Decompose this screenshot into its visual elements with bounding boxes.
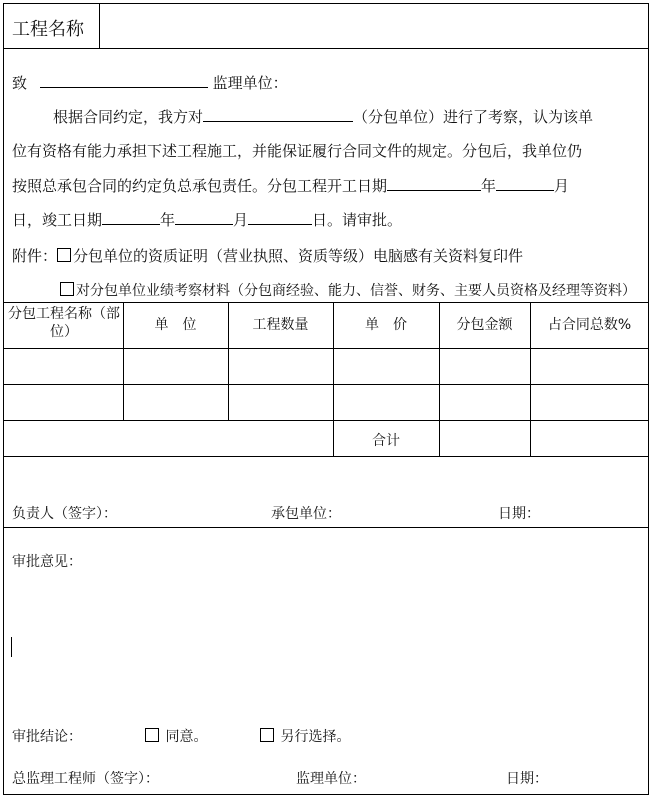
start-date-label: 按照总承包合同的约定负总承包责任。分包工程开工日期 bbox=[12, 177, 388, 195]
chief-engineer-signature: 总监理工程师（签字）： bbox=[12, 771, 159, 787]
line2-prefix: 根据合同约定，我方对 bbox=[53, 108, 204, 126]
subcontractor-blank[interactable] bbox=[203, 106, 353, 122]
line2-suffix: （分包单位）进行了考察，认为该单 bbox=[353, 108, 594, 126]
start-year-blank[interactable] bbox=[387, 175, 481, 191]
paragraph-line-4 bbox=[12, 175, 569, 196]
project-name-label: 工程名称 bbox=[12, 19, 84, 40]
to-label: 致 bbox=[12, 74, 28, 92]
total-label: 合计 bbox=[372, 433, 400, 449]
attachment-1 bbox=[12, 245, 523, 266]
paragraph-line-5 bbox=[12, 209, 402, 230]
supervisor-unit-label: 监理单位： bbox=[296, 771, 366, 787]
col-header-project: 分包工程名称（部位） bbox=[8, 306, 120, 340]
attachment-label: 附件： bbox=[12, 247, 58, 265]
to-line bbox=[12, 72, 288, 93]
approval-date: 日期： bbox=[506, 771, 548, 787]
other-option[interactable] bbox=[260, 726, 350, 746]
col-header-amount: 分包金额 bbox=[456, 317, 513, 333]
attachment-2 bbox=[60, 280, 636, 300]
to-suffix: 监理单位： bbox=[212, 74, 288, 92]
approval-opinion-label: 审批意见： bbox=[12, 554, 82, 570]
end-year-blank[interactable] bbox=[102, 209, 160, 225]
other-text: 另行选择。 bbox=[280, 729, 351, 745]
end-year-label: 年 bbox=[160, 211, 176, 229]
end-date-label: 日，竣工日期 bbox=[12, 211, 103, 229]
table-top-line bbox=[3, 302, 649, 303]
col-header-quantity: 工程数量 bbox=[252, 317, 309, 333]
table-header-bottom bbox=[3, 348, 649, 349]
col-header-percent: 占合同总数% bbox=[547, 317, 632, 333]
table-row-1-bottom bbox=[3, 384, 649, 385]
start-year-label: 年 bbox=[481, 177, 497, 195]
end-suffix: 日。请审批。 bbox=[312, 211, 403, 229]
supervisor-unit-blank[interactable] bbox=[40, 72, 208, 88]
agree-checkbox[interactable] bbox=[145, 728, 159, 742]
other-checkbox[interactable] bbox=[260, 728, 274, 742]
contractor-label: 承包单位： bbox=[271, 506, 341, 522]
end-month-label: 月 bbox=[233, 211, 249, 229]
attachment-2-checkbox[interactable] bbox=[60, 282, 74, 296]
start-month-label: 月 bbox=[554, 177, 570, 195]
col-header-price: 单 价 bbox=[365, 317, 407, 333]
header-divider bbox=[99, 3, 100, 48]
approval-conclusion-label: 审批结论： bbox=[12, 729, 82, 745]
paragraph-line-3: 位有资格有能力承担下述工程施工，并能保证履行合同文件的规定。分包后，我单位仍 bbox=[12, 142, 583, 160]
table-bottom-line bbox=[3, 456, 649, 457]
agree-option[interactable] bbox=[145, 726, 207, 746]
table-row-2-bottom bbox=[3, 420, 649, 421]
end-month-blank[interactable] bbox=[175, 209, 233, 225]
attachment-1-text: 分包单位的资质证明（营业执照、资质等级）电脑感有关资料复印件 bbox=[73, 247, 524, 265]
responsible-signature: 负责人（签字）： bbox=[12, 506, 117, 522]
end-day-blank[interactable] bbox=[248, 209, 312, 225]
signature-date: 日期： bbox=[498, 506, 540, 522]
col-header-unit: 单 位 bbox=[154, 317, 197, 333]
header-bottom-line bbox=[3, 48, 649, 49]
start-month-blank[interactable] bbox=[496, 175, 554, 191]
attachment-2-text: 对分包单位业绩考察材料（分包商经验、能力、信誉、财务、主要人员资格及经理等资料） bbox=[76, 283, 636, 299]
attachment-1-checkbox[interactable] bbox=[57, 248, 71, 262]
text-cursor[interactable] bbox=[11, 637, 12, 657]
signature-bottom-line bbox=[3, 527, 649, 528]
agree-text: 同意。 bbox=[165, 729, 208, 745]
paragraph-line-2 bbox=[53, 106, 593, 127]
